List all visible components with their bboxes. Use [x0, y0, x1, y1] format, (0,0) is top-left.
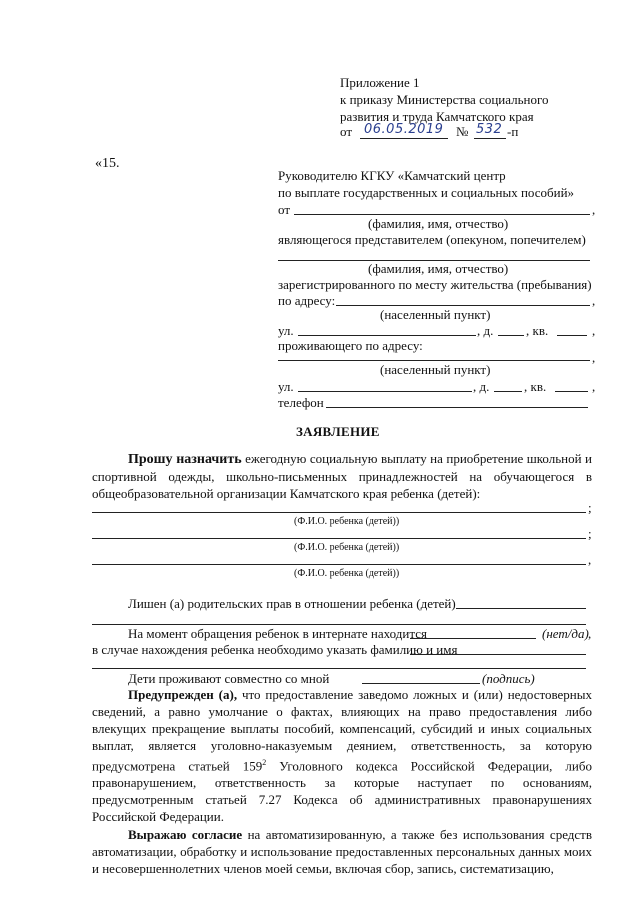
phone-label: телефон: [278, 395, 324, 410]
semicolon: ;: [588, 500, 592, 515]
house-label-2: , д.: [473, 379, 490, 394]
apartment-label: , кв.: [526, 323, 549, 338]
order-number-label: №: [456, 124, 469, 139]
comma: ,: [592, 350, 596, 365]
living-address-label: проживающего по адресу:: [278, 338, 423, 353]
settlement-caption-2: (населенный пункт): [380, 362, 491, 377]
apartment-label-2: , кв.: [524, 379, 547, 394]
statement-title: ЗАЯВЛЕНИЕ: [296, 424, 380, 439]
warned-paragraph: [92, 686, 592, 825]
comma: ,: [592, 379, 596, 394]
living-address-field[interactable]: [278, 360, 590, 361]
request-paragraph: [92, 450, 592, 502]
number-underline: [474, 138, 506, 139]
appendix-line3: развития и труда Камчатского края: [340, 109, 534, 124]
child-name-field-3[interactable]: [92, 564, 586, 565]
signature-caption: (подпись): [482, 671, 535, 686]
appendix-title: Приложение 1: [340, 75, 420, 90]
address-label: по адресу:: [278, 293, 336, 308]
appendix-from-label: от: [340, 124, 353, 139]
deprived-label: Лишен (а) родительских прав в отношении ребенка (детей): [128, 596, 456, 611]
representative-label: являющегося представителем (опекуном, попечителем): [278, 232, 586, 247]
deprived-field-2[interactable]: [92, 624, 586, 625]
date-underline: [360, 138, 448, 139]
warned-text-a: что предоставление заведомо ложных и (или) недостоверных сведений, а равно умолчание о фактах, влияющих на право предоставления либо влекущих прекращение выплаты пособий, компенсаций, субсидий и иных социальных выплат, является уголовно-наказуемым деянием, ответственность, за которую предусмотрена статьей 159: [92, 687, 592, 774]
settlement-caption: (населенный пункт): [380, 307, 491, 322]
applicant-name-field[interactable]: [294, 214, 590, 215]
house-label: , д.: [477, 323, 494, 338]
child-caption-3: (Ф.И.О. ребенка (детей)): [294, 568, 400, 579]
house-field-2[interactable]: [494, 391, 522, 392]
street-label: ул.: [278, 323, 294, 338]
together-field[interactable]: [362, 683, 480, 684]
consent-bold: Выражаю согласие: [128, 827, 243, 842]
internat-line2: в случае нахождения ребенка необходимо указать фамилию и имя: [92, 642, 458, 657]
internat-name-field-2[interactable]: [92, 668, 586, 669]
consent-text: на автоматизированную, а также без использования средств автоматизации, обработку и использование предоставленных персональных данных моих и несовершеннолетних членов моей семьи, включая сбор, запись, систематизацию,: [92, 827, 593, 876]
internat-field[interactable]: [410, 638, 536, 639]
comma: ,: [592, 293, 596, 308]
fio-caption: (фамилия, имя, отчество): [368, 216, 509, 231]
child-caption-1: (Ф.И.О. ребенка (детей)): [294, 516, 400, 527]
internat-options: (нет/да): [542, 626, 589, 641]
warned-superscript: 2: [262, 758, 267, 767]
registered-label: зарегистрированного по месту жительства (пребывания): [278, 277, 592, 292]
child-caption-2: (Ф.И.О. ребенка (детей)): [294, 542, 400, 553]
section-marker: «15.: [95, 156, 120, 171]
house-field[interactable]: [498, 335, 524, 336]
fio-caption-2: (фамилия, имя, отчество): [368, 261, 509, 276]
comma: ,: [592, 202, 596, 217]
order-number-suffix: -п: [507, 124, 519, 139]
internat-label: На момент обращения ребенок в интернате находится: [128, 626, 427, 641]
request-text: ежегодную социальную выплату на приобретение школьной и спортивной одежды, школьно-письменных принадлежностей на обучающегося в общеобразовательной организации Камчатского края ребенка (детей):: [92, 451, 593, 501]
child-name-field-2[interactable]: [92, 538, 586, 539]
internat-name-field[interactable]: [410, 654, 586, 655]
addressee-line1: Руководителю КГКУ «Камчатский центр: [278, 168, 506, 183]
apartment-field-2[interactable]: [555, 391, 588, 392]
deprived-field[interactable]: [456, 608, 586, 609]
order-date: 06.05.2019: [364, 122, 444, 137]
comma: ,: [588, 552, 592, 567]
child-name-field-1[interactable]: [92, 512, 586, 513]
comma: ,: [592, 323, 596, 338]
appendix-line2: к приказу Министерства социального: [340, 92, 549, 107]
from-label: от: [278, 202, 291, 217]
warned-text-b: Уголовного кодекса Российской Федерации, либо правонарушением, ответственность за которые наступает по основаниям, предусмотренным статьей 7.27 Кодекса об административных правонарушениях Российской Федерации.: [92, 758, 592, 825]
street-field-2[interactable]: [298, 391, 472, 392]
street-label-2: ул.: [278, 379, 294, 394]
request-bold: Прошу назначить: [128, 452, 242, 467]
warned-bold: Предупрежден (а),: [128, 687, 238, 702]
order-number: 532: [476, 122, 503, 137]
consent-paragraph: [92, 826, 592, 877]
registration-address-field[interactable]: [336, 305, 590, 306]
street-field[interactable]: [298, 335, 476, 336]
apartment-field[interactable]: [557, 335, 587, 336]
comma: ,: [588, 626, 592, 641]
together-label: Дети проживают совместно со мной: [128, 671, 330, 686]
semicolon: ;: [588, 526, 592, 541]
addressee-line2: по выплате государственных и социальных пособий»: [278, 185, 575, 200]
phone-field[interactable]: [326, 407, 588, 408]
